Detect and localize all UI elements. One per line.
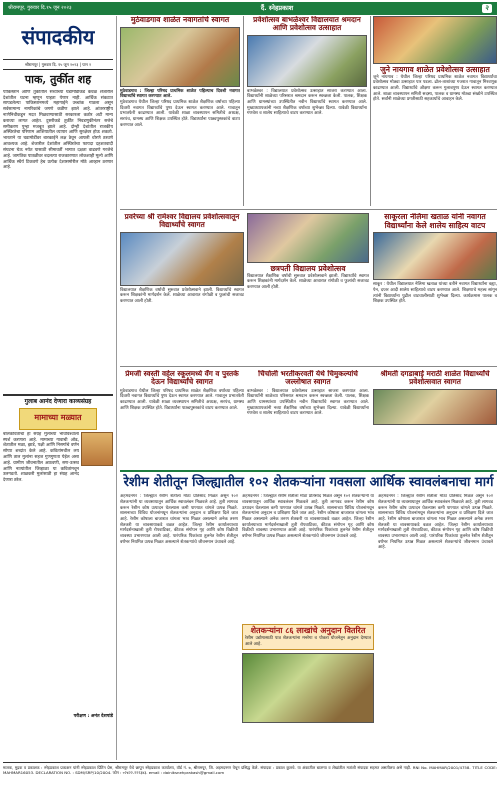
story-rameshwar bbox=[120, 213, 244, 363]
poem-book-cover: मामाच्या मळ्यात bbox=[19, 408, 97, 430]
story-body: विद्यालयात शैक्षणिक वर्षाची सुरुवात प्रवेशोत्सवाने झाली. विद्यार्थ्यांचे स्वागत करून शिक्षकांनी मार्गदर्शन केले. शाळेच्या आवारात रांगोळी व फुलांची सजावट करण्यात आली होती. bbox=[120, 287, 244, 305]
header-date: श्रीरामपूर, गुरुवार दि.१५ जून २०२३ bbox=[8, 5, 72, 12]
story-dagdabai bbox=[373, 370, 497, 466]
story-headline: प्रवेशोत्सव बाभळेश्वर विद्यालयात श्रमदान आणि प्रवेशोत्सव उत्साहात bbox=[253, 16, 361, 33]
row-divider bbox=[120, 366, 497, 367]
story-caption: मुठेवाडगाव : जिल्हा परिषद प्राथमिक शाळेत पहिल्याच दिवशी नवागत विद्यार्थ्यांचे स्वागत करण्यात आले. bbox=[120, 88, 240, 100]
story-photo bbox=[247, 35, 367, 87]
editorial-headline: पाक, तुर्कीत शह bbox=[24, 73, 92, 87]
story-body: मुठेवाडगाव येथील जिल्हा परिषद प्राथमिक शाळेत शैक्षणिक वर्षाच्या पहिल्या दिवशी नवागत विद्यार्थ्यांचे पुष्प देऊन स्वागत करण्यात आले. गावातून प्रभातफेरी काढण्यात आली. यावेळी शाळा व्यवस्थापन समितीचे अध्यक्ष, सरपंच, ग्रामस्थ आणि शिक्षक उपस्थित होते. विद्यार्थ्यांना पाठ्यपुस्तकांचे वाटप करण्यात आले. bbox=[120, 388, 244, 411]
column-divider bbox=[243, 16, 244, 206]
story-photo bbox=[373, 389, 497, 425]
header-page-number: २ bbox=[482, 4, 492, 13]
row-divider bbox=[120, 209, 497, 210]
story-sakur bbox=[373, 213, 497, 363]
story-callout bbox=[242, 624, 374, 650]
story-body: साकूर : येथील विद्यालयात नेलिमा खताळ यांच्या वतीने नवागत विद्यार्थ्यांना वह्या, पेन, दप्तर आदी शालेय साहित्याचे वाटप करण्यात आले. शिक्षणाचे महत्त्व सांगून त्यांनी विद्यार्थ्यांना पुढील वाटचालीसाठी शुभेच्छा दिल्या. कार्यक्रमास पालक व शिक्षक उपस्थित होते. bbox=[373, 282, 497, 305]
row-divider bbox=[120, 470, 497, 472]
poem-review-credit: परीक्षण : अनंत देशपांडे bbox=[73, 713, 113, 719]
story-headline: छत्रपती विद्यालय प्रवेशोत्सव bbox=[270, 264, 346, 273]
story-photo bbox=[120, 27, 240, 87]
story-headline: मुठेवाडगाव शाळेत नवागतांचे स्वागत bbox=[130, 16, 230, 24]
story-headline: चिंचोली भरतीकरवर्ती येथे चिमुकल्यांचे जल्लोषात स्वागत bbox=[258, 370, 358, 387]
story-chincholi bbox=[247, 370, 369, 466]
story-body-cont: अहमदनगर : जिल्ह्यात रेशीम शेतीला मोठा प्रतिसाद मिळत असून १०२ शेतकऱ्यांनी या व्यवसायातून आर्थिक स्वावलंबन मिळवले आहे. तुती लागवड करून रेशीम कोष उत्पादन घेतल्यास कमी पाण्यात चांगले उत्पन्न मिळते. शासनाच्या विविध योजनांमधून शेतकऱ्यांना अनुदान व प्रशिक्षण दिले जात आहे. रेशीम कोषाला बाजारात चांगला भाव मिळत असल्याने अनेक तरुण शेतकरी या व्यवसायाकडे वळत आहेत. जिल्हा रेशीम कार्यालयाच्या मार्गदर्शनाखाली तुती रोपवाटिका, कीटक संगोपन गृह आणि कोष विक्रीची व्यवस्था उभारण्यात आली आहे. पारंपरिक पिकांच्या तुलनेत रेशीम शेतीतून वर्षभर नियमित उत्पन्न मिळत असल्याने शेतकऱ्यांचे जीवनमान उंचावले आहे. bbox=[242, 494, 374, 539]
imprint-footer: मालक, मुद्रक व प्रकाशक : स्नेहप्रकाश प्रकाशन यांनी स्नेहप्रकाश प्रिंटिंग प्रेस, श्रीरामपूर येथे छापून स्नेहप्रकाश कार्यालय, वॉर्ड नं. ७, श्रीरामपूर, जि. अहमदनगर येथून प्रसिद्ध केले. संपादक : प्रकाश कुलथे. या अंकातील बातम्या व लेखांतील मतांशी संपादक सहमत असतीलच असे नाही. RNI No. MAHMAR/2001/4758. TITLE CODE: MAHMAR16053. DECLARATION NO. : SDM/SRP/10/2004. फोन : ०२४२२-२२२३४३. email : dainiksnehprakash@gmail.com bbox=[3, 762, 497, 794]
news-area bbox=[120, 16, 497, 760]
story-headline: श्रीमती दगडाबाई मराठी शाळेत विद्यार्थ्यांचे प्रवेशोत्सवात स्वागत bbox=[380, 370, 490, 387]
edition-info: श्रीरामपूर | गुरुवार दि. १५ जून २०२३ | पान २ bbox=[3, 60, 113, 70]
editorial-masthead bbox=[3, 16, 113, 60]
story-headline: जुने नायगाव शाळेत प्रवेशोत्सव उत्साहात bbox=[380, 65, 490, 74]
poem-review-title: गुलाब आनंद देणारा काव्यसंग्रह bbox=[24, 397, 92, 405]
story-photo bbox=[373, 16, 497, 64]
story-photo bbox=[120, 232, 244, 286]
story-headline: साकूरला नेलिमा खताळ यांनी नवागत विद्यार्थ्यांना केले शालेय साहित्य वाटप bbox=[384, 213, 486, 230]
story-photo bbox=[373, 232, 497, 280]
story-body: विद्यालयात शैक्षणिक वर्षाची सुरुवात प्रवेशोत्सवाने झाली. विद्यार्थ्यांचे स्वागत करून शिक्षकांनी मार्गदर्शन केले. शाळेच्या आवारात रांगोळी व फुलांची सजावट करण्यात आली होती. bbox=[247, 273, 369, 291]
editorial-title: संपादकीय bbox=[21, 25, 95, 50]
story-body: मुठेवाडगाव येथील जिल्हा परिषद प्राथमिक शाळेत शैक्षणिक वर्षाच्या पहिल्या दिवशी नवागत विद्यार्थ्यांचे पुष्प देऊन स्वागत करण्यात आले. गावातून प्रभातफेरी काढण्यात आली. यावेळी शाळा व्यवस्थापन समितीचे अध्यक्ष, सरपंच, ग्रामस्थ आणि शिक्षक उपस्थित होते. विद्यार्थ्यांना पाठ्यपुस्तकांचे वाटप करण्यात आले. bbox=[120, 100, 240, 128]
callout-body: रेशीम उद्योगासाठी पात्र शेतकऱ्यांना मनरेगा व पोकरा योजनेतून अनुदान देण्यात आले आहे. bbox=[245, 635, 371, 647]
story-photo bbox=[242, 653, 374, 723]
story-body: अहमदनगर : जिल्ह्यात रेशीम शेतीला मोठा प्रतिसाद मिळत असून १०२ शेतकऱ्यांनी या व्यवसायातून आर्थिक स्वावलंबन मिळवले आहे. तुती लागवड करून रेशीम कोष उत्पादन घेतल्यास कमी पाण्यात चांगले उत्पन्न मिळते. शासनाच्या विविध योजनांमधून शेतकऱ्यांना अनुदान व प्रशिक्षण दिले जात आहे. रेशीम कोषाला बाजारात चांगला भाव मिळत असल्याने अनेक तरुण शेतकरी या व्यवसायाकडे वळत आहेत. जिल्हा रेशीम कार्यालयाच्या मार्गदर्शनाखाली तुती रोपवाटिका, कीटक संगोपन गृह आणि कोष विक्रीची व्यवस्था उभारण्यात आली आहे. पारंपरिक पिकांच्या तुलनेत रेशीम शेतीतून वर्षभर नियमित उत्पन्न मिळत असल्याने शेतकऱ्यांचे जीवनमान उंचावले आहे. bbox=[120, 494, 238, 545]
column-divider bbox=[370, 16, 371, 206]
poem-review bbox=[3, 394, 113, 720]
editorial-body: पाकिस्तान आणि तुर्कीतील सध्याच्या घडामोडींकडे केवळ शेजारील देशांतील घटना म्हणून पाहता येणार नाही. आर्थिक संकटात सापडलेल्या पाकिस्तानमध्ये महागाईने उच्चांक गाठला असून सर्वसामान्य नागरिकांचे जगणे कठीण झाले आहे. आंतरराष्ट्रीय नाणेनिधीकडून मदत मिळवण्यासाठी सरकारला कठोर अटी मान्य कराव्या लागत आहेत. दुसरीकडे तुर्कीत निवडणुकीनंतर सत्तेचे समीकरण पुन्हा मजबूत झाले आहे. दोन्ही देशांतील राजकीय अस्थिरतेचा परिणाम आशियातील व्यापार आणि सुरक्षेवर होऊ शकतो. भारताने या घडामोडींवर बारकाईने लक्ष ठेवून आपली धोरणे ठरवणे आवश्यक आहे. शेजारील देशांतील अस्थिरतेचा फायदा दहशतवादी संघटना घेऊ नयेत यासाठी सीमावर्ती भागात दक्षता वाढवणे गरजेचे आहे. जागतिक पातळीवर बदलत्या राजकारणात लोकशाही मूल्ये आणि आर्थिक स्थैर्य टिकवणे हेच प्रत्येक देशासमोरील मोठे आव्हान ठरणार आहे. bbox=[3, 89, 113, 171]
story-muthewadgaon bbox=[120, 16, 240, 206]
story-headline: प्रेमजी स्वस्ती वहेल स्कूलमध्ये वँग व पुस्तके देऊन विद्यार्थ्यांचे स्वागत bbox=[125, 370, 239, 387]
page-header-bar bbox=[3, 2, 497, 15]
book-photo bbox=[81, 432, 113, 466]
story-babhaleshwar bbox=[247, 16, 367, 206]
story-chhatrapati bbox=[247, 213, 369, 363]
story-june-naygaon bbox=[373, 16, 497, 206]
story-headline: रेशीम शेतीतून जिल्ह्यातील १०२ शेतकऱ्यांना गवसला आर्थिक स्वावलंबनाचा मार्ग bbox=[123, 475, 494, 490]
editorial-column bbox=[3, 16, 117, 760]
story-body: बाभळेश्वर : विद्यालयात प्रवेशोत्सव उत्साहात साजरा करण्यात आला. विद्यार्थ्यांनी शाळेच्या परिसरात श्रमदान करून स्वच्छता केली. पालक, शिक्षक आणि ग्रामस्थांच्या उपस्थितीत नवीन विद्यार्थ्यांचे स्वागत करण्यात आले. मुख्याध्यापकांनी नव्या शैक्षणिक वर्षाच्या शुभेच्छा दिल्या. यावेळी विद्यार्थ्यांना गणवेश व शालेय साहित्याचे वाटप करण्यात आले. bbox=[247, 88, 367, 117]
story-body-cont2: अहमदनगर : जिल्ह्यात रेशीम शेतीला मोठा प्रतिसाद मिळत असून १०२ शेतकऱ्यांनी या व्यवसायातून आर्थिक स्वावलंबन मिळवले आहे. तुती लागवड करून रेशीम कोष उत्पादन घेतल्यास कमी पाण्यात चांगले उत्पन्न मिळते. शासनाच्या विविध योजनांमधून शेतकऱ्यांना अनुदान व प्रशिक्षण दिले जात आहे. रेशीम कोषाला बाजारात चांगला भाव मिळत असल्याने अनेक तरुण शेतकरी या व्यवसायाकडे वळत आहेत. जिल्हा रेशीम कार्यालयाच्या मार्गदर्शनाखाली तुती रोपवाटिका, कीटक संगोपन गृह आणि कोष विक्रीची व्यवस्था उभारण्यात आली आहे. पारंपरिक पिकांच्या तुलनेत रेशीम शेतीतून वर्षभर नियमित उत्पन्न मिळत असल्याने शेतकऱ्यांचे जीवनमान उंचावले आहे. bbox=[378, 494, 493, 551]
story-premji bbox=[120, 370, 244, 466]
story-reshim-sheti bbox=[120, 474, 497, 760]
story-photo bbox=[247, 213, 369, 263]
header-paper-name: दैं. स्नेहप्रकाश bbox=[260, 4, 294, 13]
poem-review-body: बालकवितांचा हा संग्रह मुलांच्या भावविश्वाला स्पर्श करणारा आहे. मामाच्या गावाची ओढ, शेतातील मळा, झाडे, पक्षी आणि निसर्गाचे वर्णन सोप्या शब्दांत केले आहे. कवितांमधील लय आणि ताल मुलांना सहज गुणगुणता येईल असा आहे. ग्रामीण जीवनातील आठवणी, सण-उत्सव आणि नात्यांतील जिव्हाळा या कवितांमधून उलगडतो. शाळकरी मुलांसाठी हा संग्रह आनंद देणारा ठरेल. bbox=[3, 431, 79, 484]
story-body: जुने नायगाव : येथील जिल्हा परिषद प्राथमिक शाळेत नवागत विद्यार्थ्यांचा प्रवेशोत्सव मोठ्या उत्साहात पार पडला. ढोल-ताशांच्या गजरात गावातून मिरवणूक काढण्यात आली. विद्यार्थ्यांचे औक्षण करून गुलाबपुष्प देऊन स्वागत करण्यात आले. शाळा व्यवस्थापन समिती सदस्य, पालक व ग्रामस्थ मोठ्या संख्येने उपस्थित होते. सर्वांनी शाळेच्या प्रगतीसाठी सहकार्याचे आवाहन केले. bbox=[373, 74, 497, 103]
callout-title: शेतकऱ्यांना ८६ लाखांचे अनुदान वितरित bbox=[250, 626, 366, 636]
story-headline: प्रवरेच्या श्री रामेश्वर विद्यालय प्रवेशोत्सवातून विद्यार्थ्यांचे स्वागत bbox=[124, 213, 240, 230]
story-body: बाभळेश्वर : विद्यालयात प्रवेशोत्सव उत्साहात साजरा करण्यात आला. विद्यार्थ्यांनी शाळेच्या परिसरात श्रमदान करून स्वच्छता केली. पालक, शिक्षक आणि ग्रामस्थांच्या उपस्थितीत नवीन विद्यार्थ्यांचे स्वागत करण्यात आले. मुख्याध्यापकांनी नव्या शैक्षणिक वर्षाच्या शुभेच्छा दिल्या. यावेळी विद्यार्थ्यांना गणवेश व शालेय साहित्याचे वाटप करण्यात आले. bbox=[247, 388, 369, 417]
